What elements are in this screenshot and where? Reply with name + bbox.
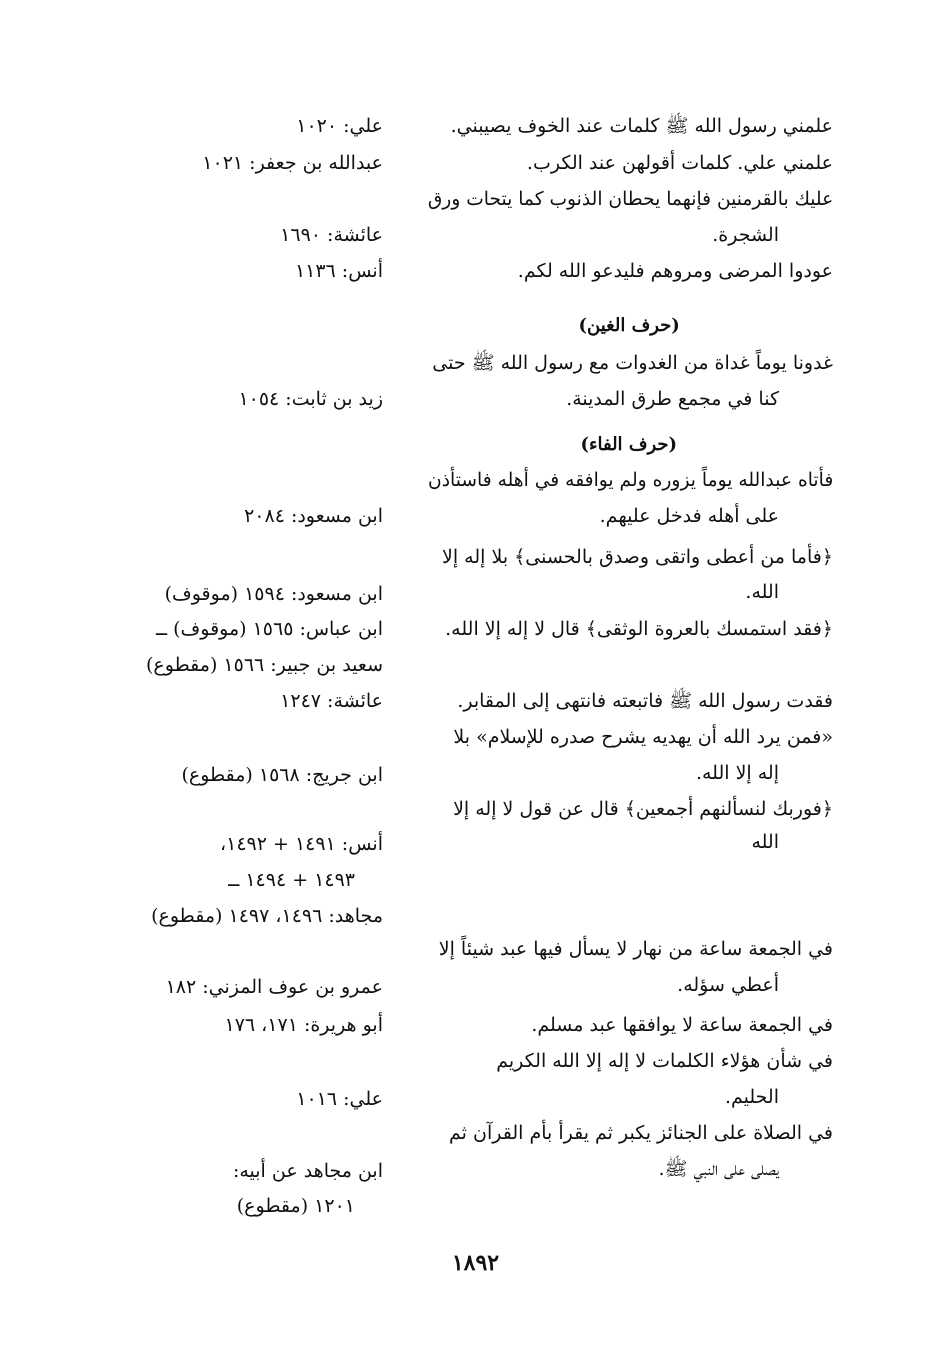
hadith-line: ﴿فأما من أعطى واتقى وصدق بالحسنى﴾ بلا إله إلا xyxy=(442,546,833,568)
reference-continuation-line: ١٤٩٣ + ١٤٩٤ ــ xyxy=(228,869,355,891)
hadith-line: علمني علي. كلمات أقولهن عند الكرب. xyxy=(526,152,833,174)
hadith-line: فقدت رسول الله ﷺ فاتبعته فانتهى إلى المقابر. xyxy=(457,690,833,712)
reference-line: ابن جريج: ١٥٦٨ (مقطوع) xyxy=(181,764,383,786)
hadith-line: علمني رسول الله ﷺ كلمات عند الخوف يصيبني. xyxy=(450,115,833,137)
reference-line: ابن عباس: ١٥٦٥ (موقوف) ــ xyxy=(155,618,383,640)
section-heading: (حرف الغين) xyxy=(578,315,680,336)
reference-line: زيد بن ثابت: ١٠٥٤ xyxy=(238,388,383,410)
reference-continuation-line: ١٢٠١ (مقطوع) xyxy=(236,1195,355,1217)
page-number: ١٨٩٢ xyxy=(451,1250,500,1276)
hadith-continuation-line: كنا في مجمع طرق المدينة. xyxy=(566,388,779,410)
hadith-line: عليك بالقرمنين فإنهما يحطان الذنوب كما يتحات ورق xyxy=(427,188,833,210)
hadith-continuation-line: على أهله فدخل عليهم. xyxy=(599,505,779,527)
hadith-continuation-line: يصلى على النبي ﷺ. xyxy=(658,1158,779,1180)
reference-line: سعيد بن جبير: ١٥٦٦ (مقطوع) xyxy=(146,654,383,676)
hadith-continuation-line: الله. xyxy=(745,581,779,603)
hadith-continuation-line: الله xyxy=(751,831,779,853)
reference-line: عبدالله بن جعفر: ١٠٢١ xyxy=(202,152,383,174)
hadith-line: في الصلاة على الجنائز يكبر ثم يقرأ بأم القرآن ثم xyxy=(449,1122,833,1144)
reference-line: ابن مسعود: ١٥٩٤ (موقوف) xyxy=(164,583,383,605)
reference-line: عائشة: ١٢٤٧ xyxy=(280,690,383,712)
reference-line: أنس: ١١٣٦ xyxy=(294,260,383,282)
reference-line: عمرو بن عوف المزني: ١٨٢ xyxy=(165,976,383,998)
hadith-line: ﴿فقد استمسك بالعروة الوثقى﴾ قال لا إله إلا الله. xyxy=(445,618,833,640)
reference-line: ابن مجاهد عن أبيه: xyxy=(232,1160,383,1182)
hadith-line: في الجمعة ساعة لا يوافقها عبد مسلم. xyxy=(531,1014,833,1036)
reference-line: أنس: ١٤٩١ + ١٤٩٢، xyxy=(219,833,383,855)
reference-line: أبو هريرة: ١٧١، ١٧٦ xyxy=(224,1014,383,1036)
hadith-line: غدونا يوماً غداة من الغدوات مع رسول الله ﷺ حتى xyxy=(432,352,833,374)
hadith-continuation-line: الشجرة. xyxy=(712,224,779,246)
reference-line: علي: ١٠٢٠ xyxy=(296,115,383,137)
reference-line: علي: ١٠١٦ xyxy=(296,1088,383,1110)
reference-line: عائشة: ١٦٩٠ xyxy=(280,224,383,246)
hadith-continuation-line: أعطي سؤله. xyxy=(677,974,779,996)
reference-line: ابن مسعود: ٢٠٨٤ xyxy=(244,505,383,527)
hadith-continuation-line: الحليم. xyxy=(724,1086,779,1108)
hadith-line: فأتاه عبدالله يوماً يزوره ولم يوافقه في أهله فاستأذن xyxy=(427,469,833,491)
hadith-line: في شأن هؤلاء الكلمات لا إله إلا الله الكريم xyxy=(496,1050,833,1072)
hadith-line: «فمن يرد الله أن يهديه يشرح صدره للإسلام» بلا xyxy=(453,726,833,748)
hadith-continuation-line: إله إلا الله. xyxy=(695,762,779,784)
hadith-line: في الجمعة ساعة من نهار لا يسأل فيها عبد شيئاً إلا xyxy=(438,938,833,960)
hadith-line: ﴿فوربك لنسألنهم أجمعين﴾ قال عن قول لا إله إلا xyxy=(453,798,833,820)
hadith-line: عودوا المرضى ومروهم فليدعو الله لكم. xyxy=(517,260,833,282)
reference-line: مجاهد: ١٤٩٦، ١٤٩٧ (مقطوع) xyxy=(151,905,383,927)
section-heading: (حرف الفاء) xyxy=(580,434,678,455)
